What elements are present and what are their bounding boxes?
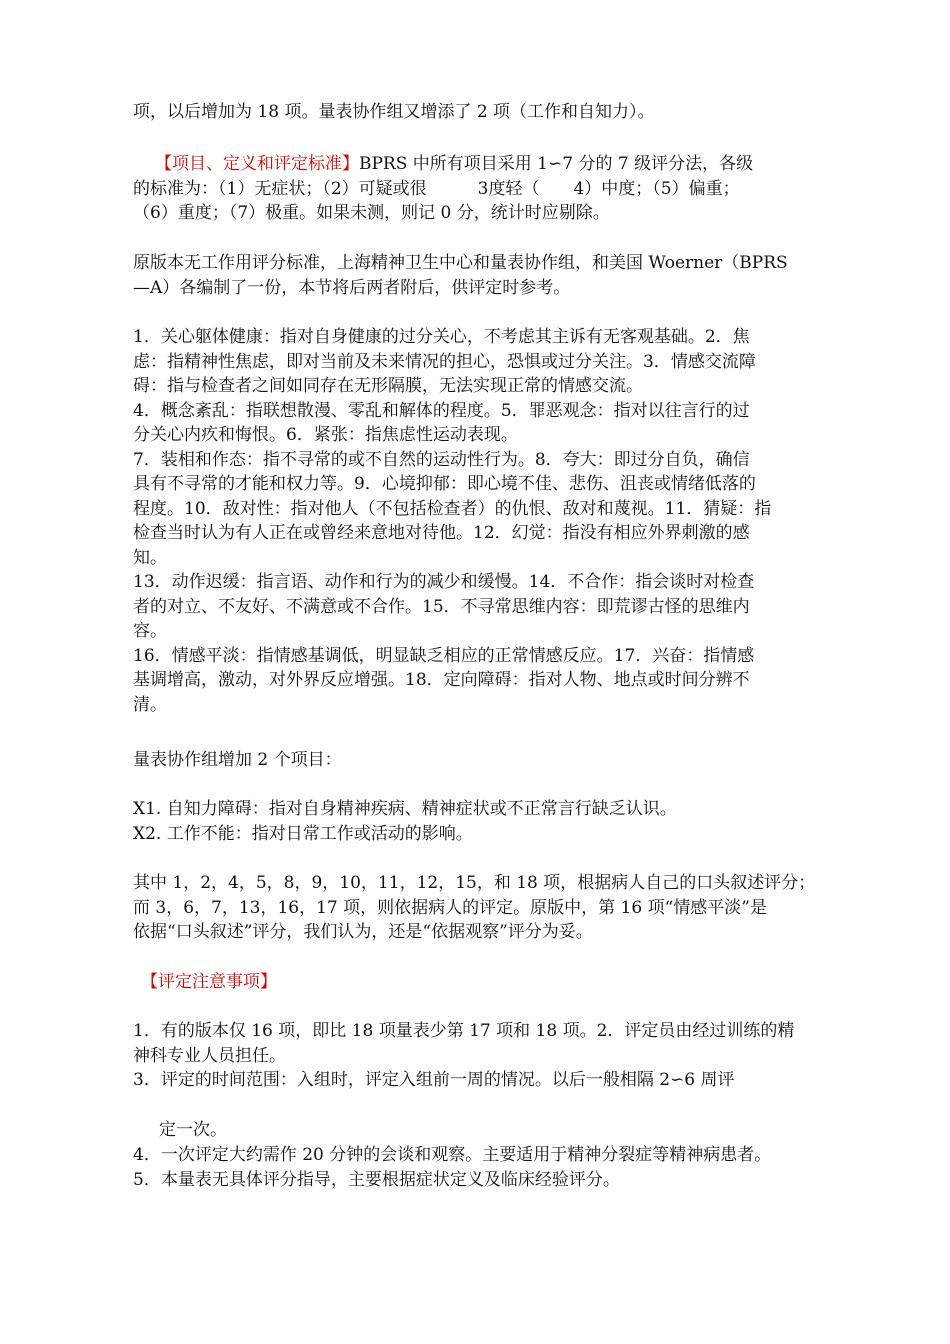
notes-line: 4．一次评定大约需作 20 分钟的会谈和观察。主要适用于精神分裂症等精神病患者。	[133, 1145, 772, 1165]
scoring-basis-line: 而 3，6，7，13，16，17 项，则依据病人的评定。原版中，第 16 项“情感平淡”是	[133, 897, 767, 918]
original-version-line: 原版本无工作用评分标准，上海精神卫生中心和量表协作组，和美国 Woerner（BPRS	[133, 253, 788, 273]
items-line: 4．概念紊乱：指联想散漫、零乱和解体的程度。5．罪恶观念：指对以往言行的过	[133, 400, 750, 421]
section-notes-list	[133, 1019, 839, 1093]
section-definitions-line1-text: BPRS 中所有项目采用 1∽7 分的 7 级评分法，各级	[359, 154, 754, 174]
scoring-basis-line: 其中 1，2，4，5，8，9，10，11，12，15，和 18 项，根据病人自己的口头叙述评分；	[133, 873, 816, 893]
added-item: X1. 自知力障碍：指对自身精神疾病、精神症状或不正常言行缺乏认识。	[133, 799, 677, 819]
added-items-list	[133, 797, 839, 846]
section-notes-heading-line	[133, 970, 839, 995]
original-version-line: —A）各编制了一份，本节将后两者附后，供评定时参考。	[133, 277, 571, 298]
section-notes-indented	[133, 1118, 839, 1143]
items-line: 程度。10．敌对性：指对他人（不包括检查者）的仇恨、敌对和蔑视。11．猜疑：指	[133, 498, 772, 519]
items-line: 虑：指精神性焦虑，即对当前及未来情况的担心，恐惧或过分关注。3．情感交流障	[133, 351, 756, 372]
added-items-intro	[133, 748, 839, 773]
section-notes-list-after	[133, 1143, 839, 1192]
items-line: 容。	[133, 621, 167, 641]
items-line: 1．关心躯体健康：指对自身健康的过分关心，不考虑其主诉有无客观基础。2．焦	[133, 327, 750, 347]
scoring-basis-paragraph	[133, 871, 839, 945]
section-definitions-heading: 【项目、定义和评定标准】	[155, 154, 359, 174]
items-definition-block	[133, 325, 839, 717]
section-definitions-line-3: （6）重度；（7）极重。如果未测，则记 0 分，统计时应剔除。	[133, 203, 610, 223]
items-line: 知。	[133, 547, 167, 568]
items-line: 检查当时认为有人正在或曾经来意地对待他。12．幻觉：指没有相应外界刺激的感	[133, 523, 750, 543]
section-definitions-paragraph	[133, 152, 839, 226]
items-line: 13．动作迟缓：指言语、动作和行为的减少和缓慢。14．不合作：指会谈时对检查	[133, 572, 755, 592]
original-version-paragraph	[133, 251, 839, 300]
items-line: 清。	[133, 694, 167, 715]
added-items-intro-line: 量表协作组增加 2 个项目：	[133, 750, 342, 770]
items-line: 16．情感平淡：指情感基调低，明显缺乏相应的正常情感反应。17．兴奋：指情感	[133, 645, 755, 666]
section-notes-heading-block	[133, 970, 839, 995]
notes-line: 3．评定的时间范围：入组时，评定入组前一周的情况。以后一般相隔 2∽6 周评	[133, 1070, 735, 1090]
section-definitions-line-2: 的标准为：（1）无症状；（2）可疑或很 3度轻（ 4）中度；（5）偏重；	[133, 178, 740, 199]
items-line: 7．装相和作态：指不寻常的或不自然的运动性行为。8．夸大：即过分自负，确信	[133, 449, 750, 470]
notes-line: 1．有的版本仅 16 项，即比 18 项量表少第 17 项和 18 项。2．评定员由经过训练的精	[133, 1021, 795, 1041]
items-line: 分关心内疚和悔恨。6．紧张：指焦虑性运动表现。	[133, 425, 518, 445]
items-line: 具有不寻常的才能和权力等。9．心境抑郁：即心境不佳、悲伤、沮丧或情绪低落的	[133, 474, 756, 494]
added-item: X2. 工作不能：指对日常工作或活动的影响。	[133, 823, 473, 844]
intro-tail-paragraph	[133, 100, 839, 125]
notes-indented-line: 定一次。	[159, 1120, 227, 1140]
section-definitions-line-1	[133, 152, 839, 177]
notes-line: 5．本量表无具体评分指导，主要根据症状定义及临床经验评分。	[133, 1169, 620, 1190]
section-notes-heading: 【评定注意事项】	[141, 972, 277, 992]
items-line: 者的对立、不友好、不满意或不合作。15．不寻常思维内容：即荒谬古怪的思维内	[133, 596, 750, 617]
items-line: 基调增高，激动，对外界反应增强。18．定向障碍：指对人物、地点或时间分辨不	[133, 670, 750, 690]
items-line: 碍：指与检查者之间如同存在无形隔膜，无法实现正常的情感交流。	[133, 376, 643, 396]
scoring-basis-line: 依据“口头叙述”评分，我们认为，还是“依据观察”评分为妥。	[133, 922, 593, 942]
intro-tail-line: 项，以后增加为 18 项。量表协作组又增添了 2 项（工作和自知力）。	[133, 102, 655, 122]
notes-line: 神科专业人员担任。	[133, 1045, 286, 1066]
